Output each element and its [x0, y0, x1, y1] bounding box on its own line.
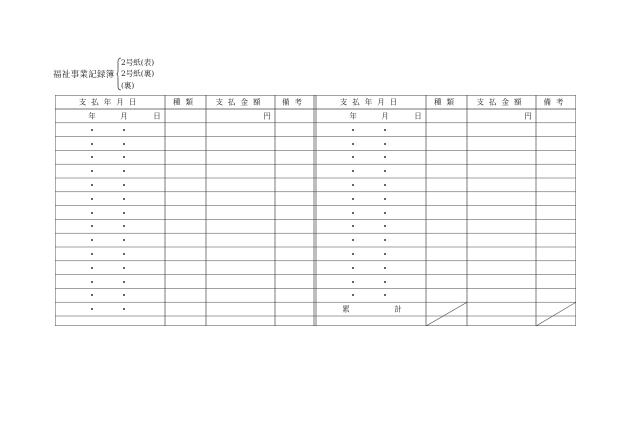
date-separator-dot [352, 129, 354, 131]
date-separator-dot [123, 253, 125, 255]
header-amount-right: 支払金額 [476, 97, 527, 107]
date-separator-dot [352, 198, 354, 200]
unit-day-left: 日 [153, 111, 161, 121]
header-date-right: 支払年月日 [339, 97, 403, 107]
date-separator-dot [352, 253, 354, 255]
date-separator-dot [123, 129, 125, 131]
book-title: 福祉事業記録簿 [53, 70, 115, 80]
total-label-1: 累 [342, 304, 350, 314]
unit-year-right: 年 [349, 111, 357, 121]
date-separator-dot [352, 212, 354, 214]
date-separator-dot [384, 212, 386, 214]
header-amount-left: 支払金額 [215, 97, 266, 107]
date-separator-dot [91, 267, 93, 269]
header-note-right: 備考 [543, 97, 569, 107]
date-separator-dot [352, 267, 354, 269]
date-separator-dot [384, 281, 386, 283]
unit-yen-right: 円 [524, 111, 532, 121]
header-type-left: 種類 [173, 97, 198, 107]
date-separator-dot [123, 143, 125, 145]
date-separator-dot [91, 212, 93, 214]
grid-line [426, 302, 467, 326]
date-separator-dot [91, 129, 93, 131]
date-separator-dot [123, 267, 125, 269]
date-separator-dot [384, 253, 386, 255]
date-separator-dot [123, 281, 125, 283]
payment-ledger [55, 95, 576, 326]
date-separator-dot [123, 212, 125, 214]
header-type-right: 種類 [434, 97, 459, 107]
unit-yen-left: 円 [263, 111, 271, 121]
form-header [53, 57, 253, 93]
unit-month-left: 月 [120, 111, 128, 121]
date-separator-dot [352, 281, 354, 283]
date-separator-dot [384, 129, 386, 131]
date-separator-dot [91, 253, 93, 255]
form-option-reverse: (裏) [121, 81, 135, 90]
date-separator-dot [123, 184, 125, 186]
ledger-grid-lines [55, 95, 576, 326]
date-separator-dot [384, 143, 386, 145]
header-note-left: 備考 [282, 97, 307, 107]
date-separator-dot [384, 267, 386, 269]
date-separator-dot [91, 184, 93, 186]
unit-year-left: 年 [88, 111, 96, 121]
date-separator-dot [123, 198, 125, 200]
date-separator-dot [91, 198, 93, 200]
grid-line [536, 302, 576, 326]
unit-day-right: 日 [414, 111, 422, 121]
header-date-left: 支払年月日 [78, 97, 142, 107]
date-separator-dot [352, 143, 354, 145]
date-separator-dot [384, 198, 386, 200]
form-option-front: 2号紙(表) [121, 58, 155, 67]
date-separator-dot [91, 143, 93, 145]
form-option-back: 2号紙(裏) [121, 69, 155, 78]
date-separator-dot [91, 281, 93, 283]
unit-month-right: 月 [381, 111, 389, 121]
date-separator-dot [352, 184, 354, 186]
date-separator-dot [384, 184, 386, 186]
total-label-2: 計 [394, 304, 402, 314]
